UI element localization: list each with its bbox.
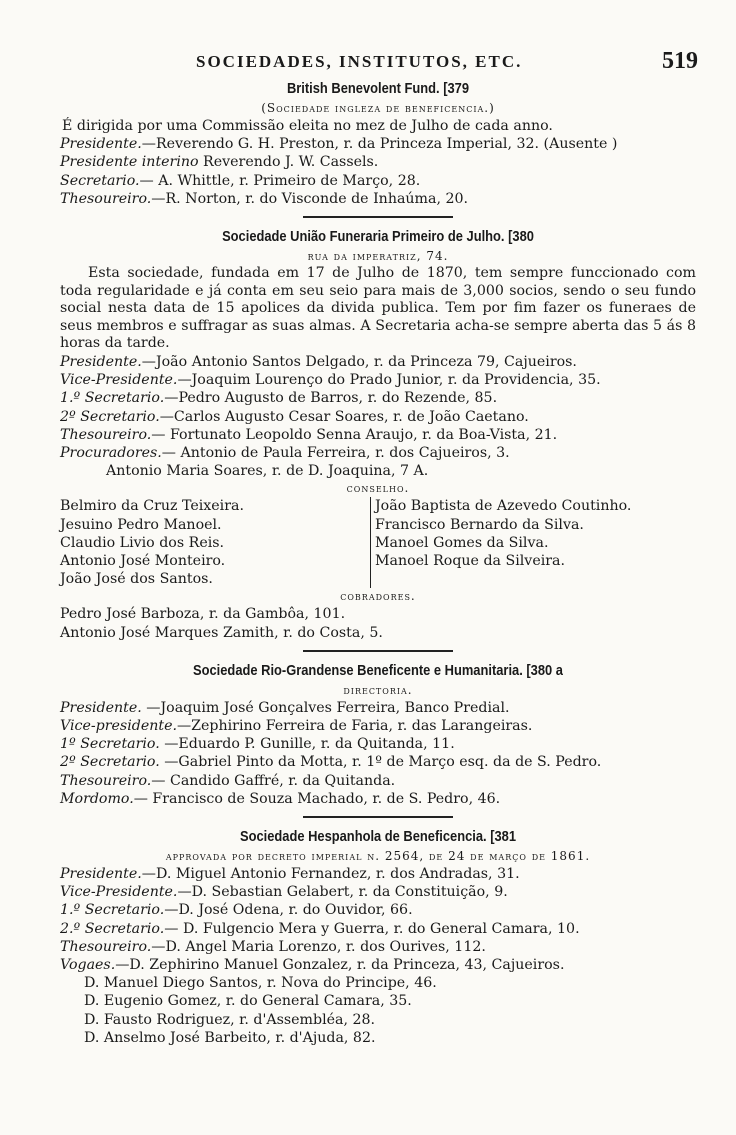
officer-line [60,408,696,426]
vogal-line: D. Manuel Diego Santos, r. Nova do Principe, 46. [84,975,437,992]
officer-line [60,883,696,901]
officer-line [60,135,696,153]
officer-text: —Carlos Augusto Cesar Soares, r. de João Caetano. [159,408,529,425]
section-title [105,660,652,682]
entry-ref: [379 [443,80,470,97]
officer-line [60,938,696,956]
officer-text: —D. José Odena, r. do Ouvidor, 66. [164,902,413,919]
role: 2º Secretario. [60,754,160,771]
officer-line [60,426,696,444]
entry-ref: [380 a [526,661,563,679]
page-number: 519 [662,48,698,74]
role: Presidente. [60,136,142,153]
vogal-line: D. Eugenio Gomez, r. do General Camara, 35. [84,993,412,1010]
officer-line [60,353,696,371]
member-name: Manoel Roque da Silveira. [375,553,566,570]
role: 1.º Secretario. [60,902,165,919]
entry-ref: [381 [490,828,517,846]
officer-text: — Francisco de Souza Machado, r. de S. Pedro, 46. [133,790,501,807]
member-name: Antonio José Monteiro. [60,553,226,570]
running-header [60,48,696,78]
officer-line [60,389,696,407]
directoria-heading: directoria. [343,682,413,697]
role: Vice-Presidente. [60,372,178,389]
role: Presidente. [60,866,142,883]
officer-text: Reverendo J. W. Cassels. [198,154,379,171]
role: Presidente interino [60,154,199,171]
cobrador-line: Pedro José Barboza, r. da Gambôa, 101. [60,606,346,623]
officer-text: —D. Zephirino Manuel Gonzalez, r. da Princeza, 43, Cajueiros. [115,957,565,974]
role: 2º Secretario. [60,408,160,425]
vogal-line: D. Fausto Rodriguez, r. d'Assembléa, 28. [84,1011,376,1028]
officer-line [60,444,696,462]
section-subtitle: (Sociedade ingleza de beneficencia.) [261,101,495,115]
member-name: Manoel Gomes da Silva. [375,534,549,551]
role: Thesoureiro. [60,938,152,955]
officer-text: — Antonio de Paula Ferreira, r. dos Cajueiros, 3. [161,445,510,461]
officer-line [60,717,696,735]
role: Thesoureiro. [60,772,152,789]
approval-line: approvada por decreto imperial n. 2564, de 24 de março de 1861. [165,849,591,864]
header-title: SOCIEDADES, INSTITUTOS, ETC. [196,52,523,71]
officer-line [60,699,696,717]
officer-text: — A. Whittle, r. Primeiro de Março, 28. [139,172,421,189]
hespanhola-section [60,826,696,1047]
role: Presidente. [60,353,142,370]
title-text: Sociedade Rio-Grandense Beneficente e Humanitaria. [193,661,523,679]
officer-line [60,753,696,771]
divider [303,816,453,818]
conselho-right-column [370,497,631,588]
conselho-columns [60,497,696,588]
british-benevolent-fund-section [60,78,696,208]
officer-text: —Reverendo G. H. Preston, r. da Princeza Imperial, 32. (Ausente ) [141,136,618,153]
officer-line [60,371,696,389]
member-name: Claudio Livio dos Reis. [60,534,225,551]
officer-line [60,865,696,883]
member-name: Belmiro da Cruz Teixeira. [60,498,244,515]
officer-text: — D. Fulgencio Mera y Guerra, r. do General Camara, 10. [164,920,580,937]
officer-text: —D. Sebastian Gelabert, r. da Constituição, 9. [177,884,508,901]
procurador-line: Antonio Maria Soares, r. de D. Joaquina, 7 A. [106,463,429,480]
officer-line [60,772,696,790]
role: Vogaes. [60,957,116,974]
officer-text: —D. Angel Maria Lorenzo, r. dos Ourives, 112. [151,938,486,955]
role: Secretario. [60,172,140,189]
officer-line [60,956,696,974]
section-title [105,826,652,848]
cobrador-line: Antonio José Marques Zamith, r. do Costa, 5. [60,624,383,641]
officer-line [60,153,696,171]
role: Thesoureiro. [60,190,152,207]
title-text: Sociedade Hespanhola de Beneficencia. [239,828,487,846]
officer-text: — Candido Gaffré, r. da Quitanda. [151,772,396,789]
officer-text: — Fortunato Leopoldo Senna Araujo, r. da Boa-Vista, 21. [151,426,558,443]
officer-text: —Eduardo P. Gunille, r. da Quitanda, 11. [159,736,455,753]
role: Procuradores. [60,445,162,461]
role: Presidente. [60,699,142,716]
member-name: Francisco Bernardo da Silva. [375,516,584,533]
uniao-funeraria-section [60,226,696,642]
role: 1.º Secretario. [60,390,165,407]
role: Vice-Presidente. [60,884,178,901]
role: Mordomo. [60,790,134,807]
officer-line [60,735,696,753]
officer-text: —João Antonio Santos Delgado, r. da Princeza 79, Cajueiros. [141,353,577,370]
officer-text: —D. Miguel Antonio Fernandez, r. dos Andradas, 31. [141,866,520,883]
officer-text: —Pedro Augusto de Barros, r. do Rezende, 85. [164,390,498,407]
rio-grandense-section [60,660,696,808]
role: Vice-presidente. [60,718,177,735]
officer-line [60,901,696,919]
role: Thesoureiro. [60,426,152,443]
officer-line [60,190,696,208]
officer-text: —Zephirino Ferreira de Faria, r. das Larangeiras. [176,718,533,735]
intro-text: É dirigida por uma Commissão eleita no mez de Julho de cada anno. [62,118,553,134]
officer-text: —R. Norton, r. do Visconde de Inhaúma, 20. [151,190,469,207]
vogal-line: D. Anselmo José Barbeito, r. d'Ajuda, 82. [84,1029,376,1046]
role: 1º Secretario. [60,736,160,753]
member-name: João Baptista de Azevedo Coutinho. [375,498,632,515]
entry-ref: [380 [508,228,534,246]
section-title [105,226,652,248]
cobradores-heading: cobradores. [340,589,416,604]
conselho-heading: conselho. [346,481,410,496]
officer-text: —Gabriel Pinto da Motta, r. 1º de Março esq. da de S. Pedro. [159,754,602,771]
conselho-left-column [60,497,370,588]
officer-line [60,920,696,938]
role: 2.º Secretario. [60,920,165,937]
divider [303,650,453,652]
officer-line [60,790,696,808]
divider [303,216,453,218]
title-text: Sociedade União Funeraria Primeiro de Julho. [222,228,505,246]
title-text: British Benevolent Fund. [286,80,440,97]
section-address: rua da imperatriz, 74. [307,249,449,264]
description-paragraph: Esta sociedade, fundada em 17 de Julho de 1870, tem sempre funccionado com toda regularidade e já conta em seu seio para mais de 3,000 socios, sendo o seu fundo social nesta data de 15 apolices da divida publica. Tem por fim fazer os funeraes de seus membros e suffragar as suas almas. A Secretaria acha-se sempre aberta das 5 ás 8 horas da tarde. [60,265,696,352]
member-name: Jesuino Pedro Manoel. [60,516,222,533]
page [60,48,696,1047]
officer-line [60,172,696,190]
officer-text: —Joaquim Lourenço do Prado Junior, r. da Providencia, 35. [177,372,601,389]
member-name: João José dos Santos. [60,571,213,588]
section-title [105,78,652,100]
officer-text: —Joaquim José Gonçalves Ferreira, Banco Predial. [141,699,510,716]
